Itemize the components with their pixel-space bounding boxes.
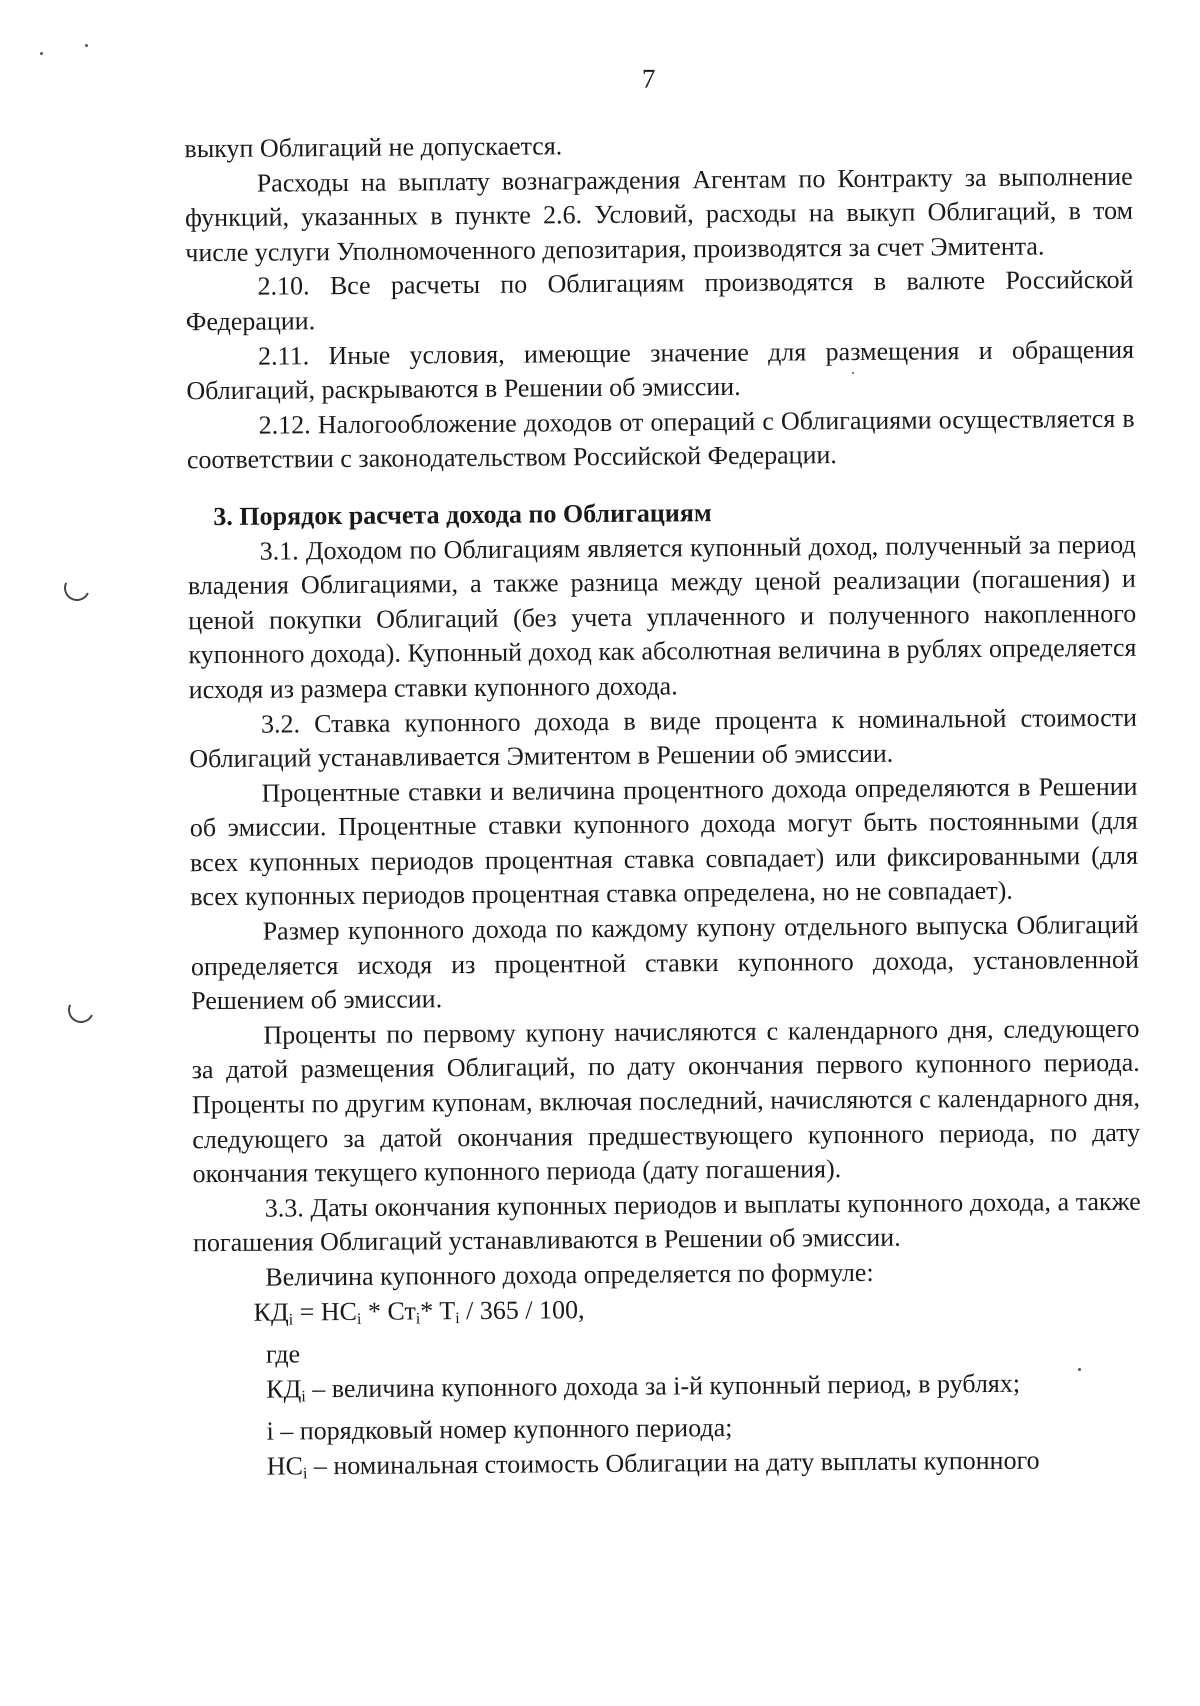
- scan-speck: [852, 372, 854, 374]
- section-heading: 3. Порядок расчета дохода по Облигациям: [213, 498, 712, 531]
- formula-intro: Величина купонного дохода определяется по формуле:: [265, 1257, 874, 1292]
- scan-speck: [85, 44, 88, 47]
- scan-speck: [1078, 1368, 1081, 1371]
- definition-item: $НС_i$ – номинальная стоимость Облигации на дату выплаты купонного: [266, 1445, 1040, 1483]
- paragraph: Проценты по первому купону начисляются с календарного дня, следующего за датой размещения Облигаций, по дату окончания первого купонного периода. Проценты по другим купонам, включая последний, начисляются с календарного дня, следующего за датой окончания предшествующего купонного периода, по дату окончания текущего купонного периода (дату погашения).: [191, 1013, 1141, 1189]
- paragraph: Процентные ставки и величина процентного дохода определяются в Решении об эмиссии. Процентные ставки купонного дохода могут быть постоянными (для всех купонных периодов процентная ставка совпадает) или фиксированными (для всех купонных периодов процентная ставка определена, но не совпадает).: [189, 771, 1139, 912]
- definition-item: $КД_i$ – величина купонного дохода за i-й купонный период, в рублях;: [266, 1368, 1021, 1406]
- paragraph-3-1: 3.1. Доходом по Облигациям является купонный доход, полученный за период владения Облигациями, а также разница между ценой реализации (погашения) и ценой покупки Облигаций (без учета уплаченного и полученного накопленного купонного дохода). Купонный доход как абсолютная величина в рублях определяется исходя из размера ставки купонного дохода.: [187, 529, 1137, 705]
- paragraph: выкуп Облигаций не допускается.: [184, 131, 563, 164]
- definitions-list: [194, 1331, 1143, 1493]
- definition-item: i – порядковый номер купонного периода;: [266, 1413, 733, 1447]
- page-number: 7: [641, 63, 656, 94]
- document-body: [184, 125, 1143, 1493]
- coupon-formula: $КД_i = НС_i * Ст_i*$ $T_i / 365 / 100$,: [253, 1294, 585, 1329]
- paragraph: Размер купонного дохода по каждому купону отдельного выпуска Облигаций определяется исходя из процентной ставки купонного дохода, установленной Решением об эмиссии.: [190, 909, 1139, 1016]
- scan-speck: [40, 52, 43, 55]
- paragraph-2-12: 2.12. Налогообложение доходов от операций с Облигациями осуществляется в соответствии с законодательством Российской Федерации.: [186, 403, 1135, 475]
- paragraph-3-3: 3.3. Даты окончания купонных периодов и выплаты купонного дохода, а также погашения Облигаций устанавливаются в Решении об эмиссии.: [192, 1186, 1141, 1258]
- paragraph-3-2: 3.2. Ставка купонного дохода в виде процента к номинальной стоимости Облигаций устанавливается Эмитентом в Решении об эмиссии.: [189, 702, 1138, 774]
- paragraph: Расходы на выплату вознаграждения Агентам по Контракту за выполнение функций, указанных в пункте 2.6. Условий, расходы на выкуп Облигаций, в том числе услуги Уполномоченного депозитария, производятся за счет Эмитента.: [184, 161, 1134, 268]
- paragraph-2-11: 2.11. Иные условия, имеющие значение для размещения и обращения Облигаций, раскрываются в Решении об эмиссии.: [186, 334, 1135, 406]
- where-label: где: [265, 1339, 301, 1369]
- paragraph-2-10: 2.10. Все расчеты по Облигациям производятся в валюте Российской Федерации.: [185, 265, 1134, 337]
